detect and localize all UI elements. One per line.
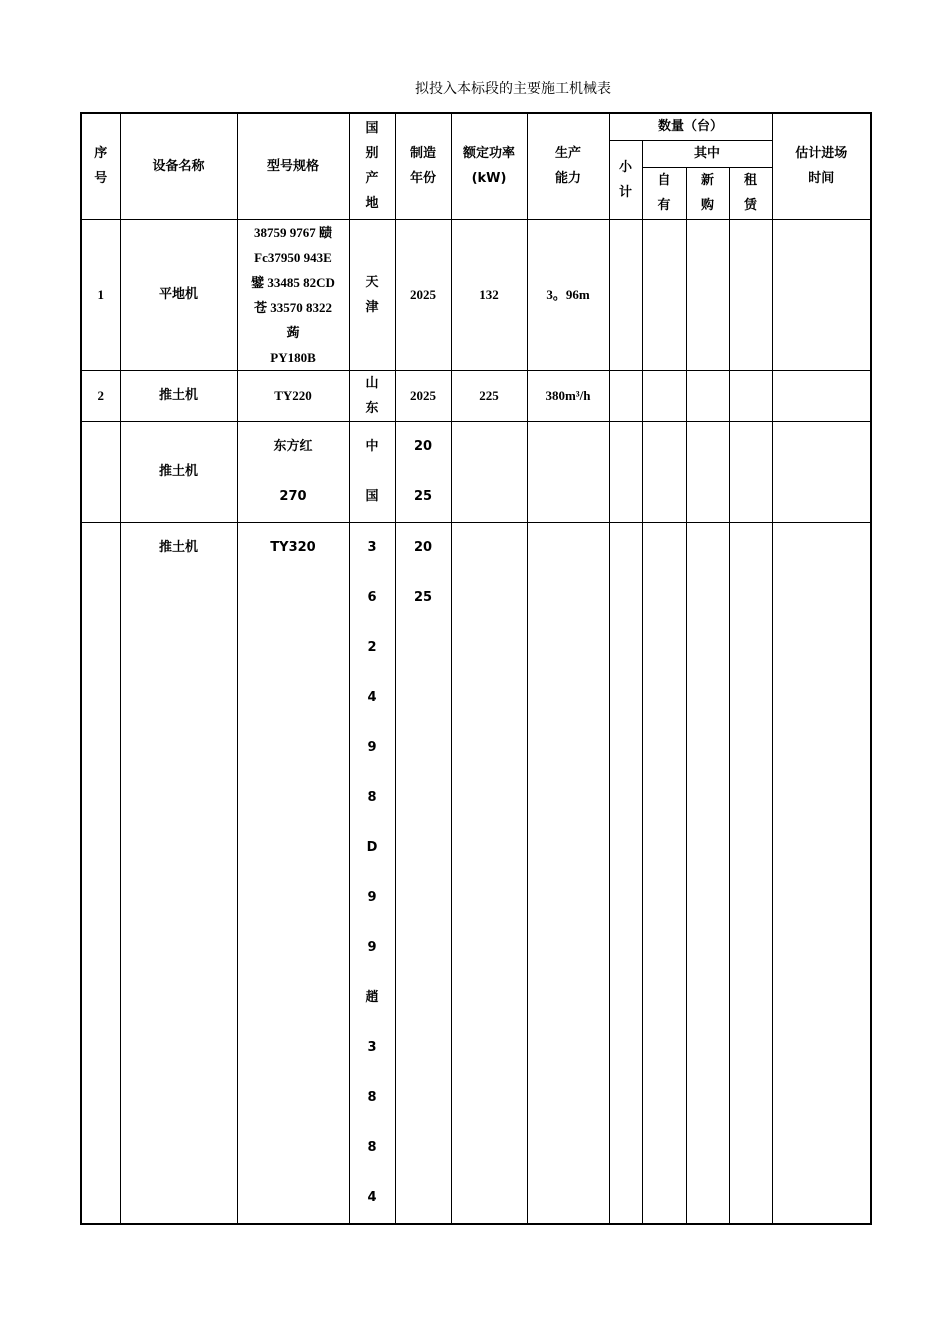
cell-owned [642, 370, 686, 421]
header-quantity: 数量（台） [609, 113, 772, 140]
cell-arrival [772, 219, 871, 370]
header-of-which: 其中 [642, 140, 772, 167]
cell-arrival [772, 421, 871, 522]
cell-capacity [527, 421, 609, 522]
header-leased: 租 赁 [729, 167, 772, 219]
cell-owned [642, 421, 686, 522]
cell-subtotal [609, 522, 642, 1224]
cell-new [686, 421, 729, 522]
table-row [81, 522, 871, 1224]
header-model: 型号规格 [237, 113, 349, 219]
cell-owned [642, 219, 686, 370]
header-origin: 国 别 产 地 [349, 113, 395, 219]
cell-seq: 1 [81, 219, 120, 370]
cell-model: 东方红 270 [237, 421, 349, 522]
cell-capacity: 3。96m [527, 219, 609, 370]
machinery-table [80, 112, 872, 1225]
cell-year: 2025 [395, 219, 451, 370]
cell-name: 推土机 [120, 421, 237, 522]
cell-subtotal [609, 421, 642, 522]
cell-name: 推土机 [120, 522, 237, 1224]
cell-seq [81, 522, 120, 1224]
cell-subtotal [609, 370, 642, 421]
table-title: 拟投入本标段的主要施工机械表 [415, 81, 611, 97]
cell-leased [729, 370, 772, 421]
cell-origin: 中 国 [349, 421, 395, 522]
header-name: 设备名称 [120, 113, 237, 219]
table-row [81, 219, 871, 370]
header-subtotal: 小 计 [609, 140, 642, 219]
cell-leased [729, 522, 772, 1224]
cell-power [451, 522, 527, 1224]
cell-new [686, 219, 729, 370]
cell-origin: 山 东 [349, 370, 395, 421]
cell-capacity [527, 522, 609, 1224]
cell-owned [642, 522, 686, 1224]
header-year: 制造 年份 [395, 113, 451, 219]
cell-leased [729, 421, 772, 522]
header-arrival: 估计进场 时间 [772, 113, 871, 219]
cell-new [686, 522, 729, 1224]
cell-origin: 3 6 2 4 9 8 D 9 9 趙 3 8 8 4 [349, 522, 395, 1224]
table-row [81, 421, 871, 522]
cell-capacity: 380m³/h [527, 370, 609, 421]
header-seq: 序 号 [81, 113, 120, 219]
cell-seq: 2 [81, 370, 120, 421]
cell-new [686, 370, 729, 421]
cell-power [451, 421, 527, 522]
cell-seq [81, 421, 120, 522]
cell-year: 2025 [395, 370, 451, 421]
cell-arrival [772, 370, 871, 421]
cell-name: 平地机 [120, 219, 237, 370]
cell-power: 132 [451, 219, 527, 370]
cell-year: 20 25 [395, 421, 451, 522]
cell-model: 38759 9767 赜 Fc37950 943E 鐾 33485 82CD 苍 33570 8322 蒟 PY180B [237, 219, 349, 370]
table-row [81, 370, 871, 421]
header-owned: 自 有 [642, 167, 686, 219]
header-capacity: 生产 能力 [527, 113, 609, 219]
cell-subtotal [609, 219, 642, 370]
cell-model: TY220 [237, 370, 349, 421]
cell-model: TY320 [237, 522, 349, 1224]
cell-power: 225 [451, 370, 527, 421]
header-power: 额定功率 (kW) [451, 113, 527, 219]
cell-arrival [772, 522, 871, 1224]
cell-year: 20 25 [395, 522, 451, 1224]
cell-name: 推土机 [120, 370, 237, 421]
header-new: 新 购 [686, 167, 729, 219]
cell-leased [729, 219, 772, 370]
cell-origin: 天 津 [349, 219, 395, 370]
